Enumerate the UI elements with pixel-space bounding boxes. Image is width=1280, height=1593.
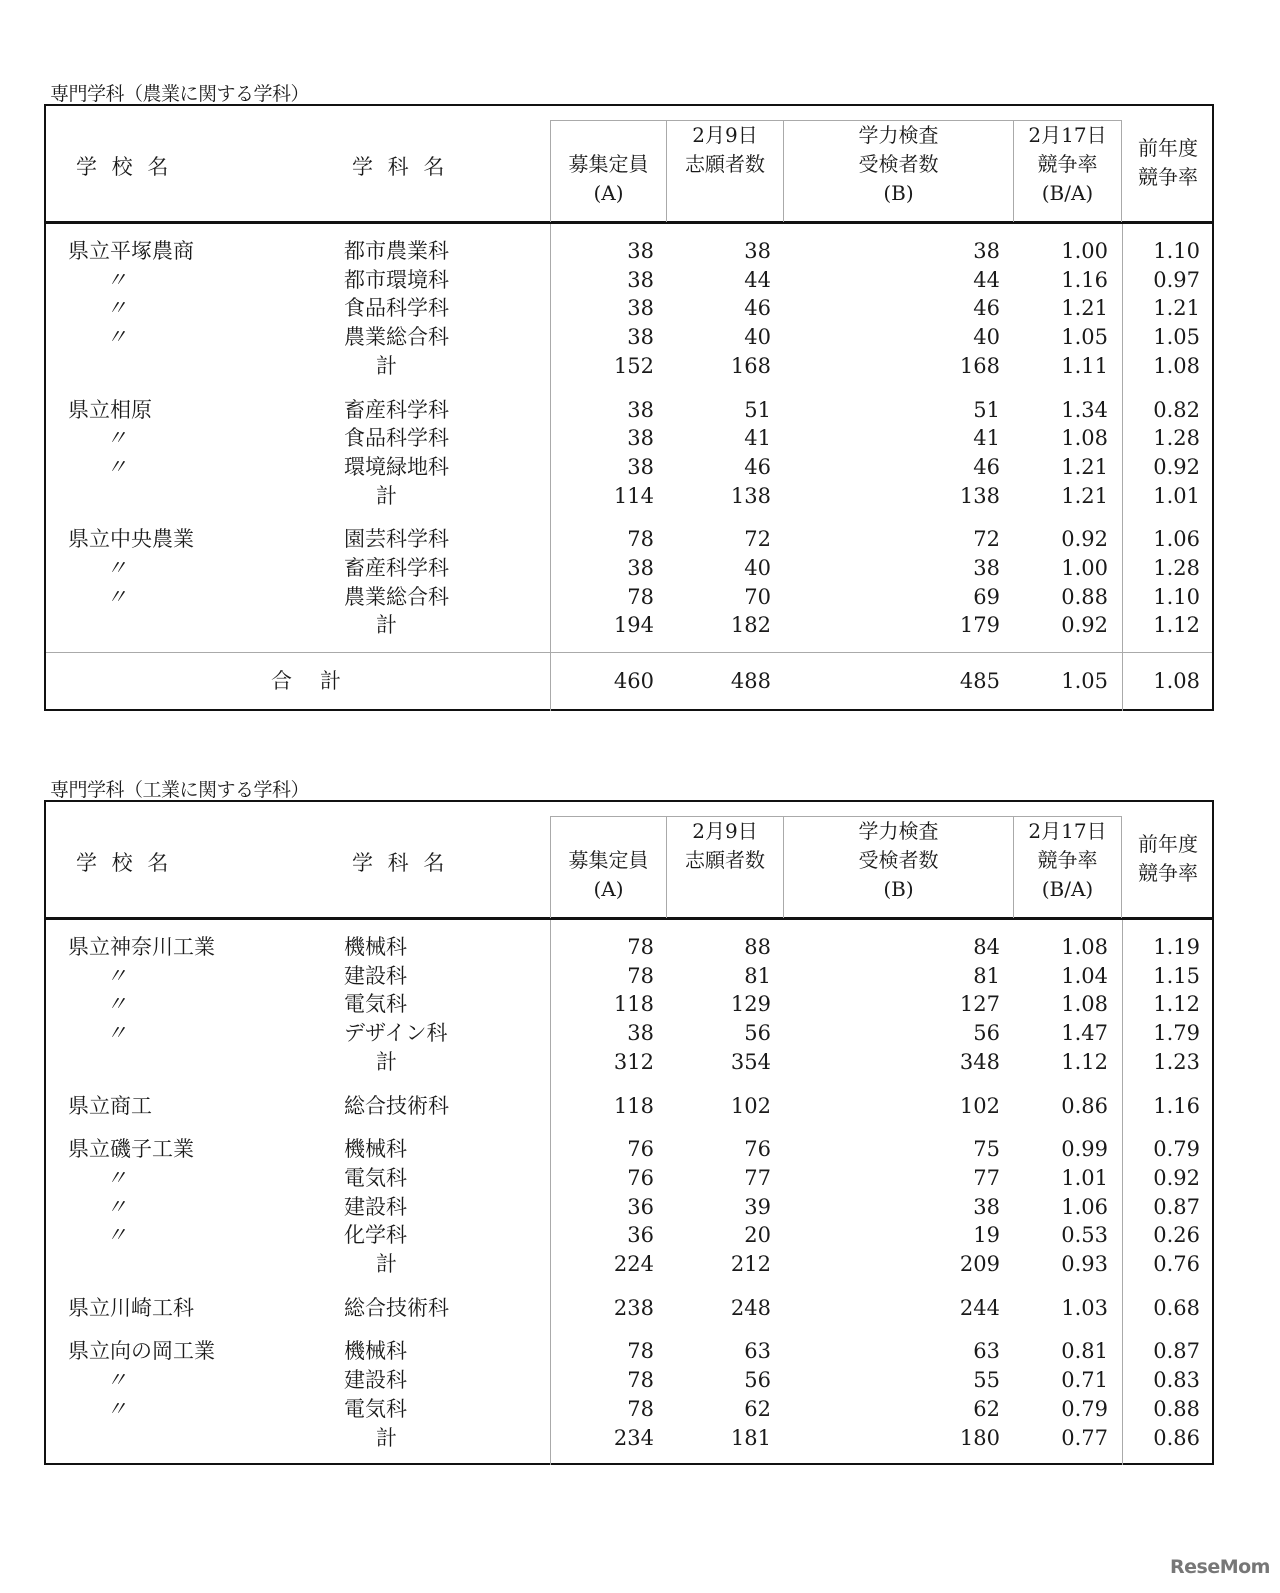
col-examinees-header: 学力検査 受検者数 (B) — [783, 816, 1014, 918]
school-name-cell: 〃 — [106, 267, 127, 292]
examinees-cell: 51 — [973, 397, 1000, 422]
capacity-cell: 38 — [627, 296, 654, 321]
table-row — [46, 525, 1212, 553]
dept-name-cell: 計 — [376, 1049, 397, 1074]
col-school-header: 学 校 名 — [76, 155, 173, 179]
ratio-cell: 1.11 — [1061, 353, 1108, 378]
applicants-cell: 20 — [744, 1223, 771, 1248]
table-industry — [44, 800, 1214, 1465]
applicants-cell: 168 — [730, 353, 771, 378]
col-prev-ratio-header: 前年度 競争率 — [1138, 832, 1198, 885]
prev-ratio-cell: 1.16 — [1153, 1093, 1200, 1118]
applicants-cell: 56 — [744, 1021, 771, 1046]
dept-name-cell: 化学科 — [344, 1223, 407, 1248]
ratio-cell: 0.77 — [1061, 1425, 1108, 1450]
dept-name-cell: 建設科 — [344, 963, 407, 988]
ratio-cell: 1.16 — [1061, 267, 1108, 292]
dept-name-cell: 計 — [376, 1252, 397, 1276]
table-row — [46, 1337, 1212, 1365]
prev-ratio-cell: 1.21 — [1153, 296, 1200, 321]
capacity-cell: 38 — [627, 267, 654, 292]
ratio-cell: 1.01 — [1061, 1165, 1108, 1190]
dept-name-cell: 建設科 — [344, 1194, 407, 1219]
table-row — [46, 1395, 1212, 1423]
dept-name-cell: 都市農業科 — [344, 239, 449, 263]
school-name-cell: 〃 — [106, 454, 127, 479]
ratio-cell: 0.71 — [1061, 1368, 1108, 1393]
capacity-cell: 38 — [627, 397, 654, 422]
ratio-cell: 1.34 — [1061, 397, 1108, 422]
total-row — [46, 667, 1212, 695]
prev-ratio-cell: 0.68 — [1153, 1295, 1200, 1320]
col-prev-ratio-header: 前年度 競争率 — [1138, 136, 1198, 189]
applicants-cell: 81 — [744, 963, 771, 988]
applicants-cell: 129 — [730, 992, 771, 1017]
applicants-cell: 102 — [730, 1093, 771, 1118]
capacity-cell: 78 — [627, 935, 654, 959]
capacity-cell: 38 — [627, 556, 654, 580]
examinees-cell: 55 — [973, 1368, 1000, 1393]
dept-name-cell: 計 — [376, 1425, 397, 1450]
ratio-cell: 1.05 — [1061, 325, 1108, 350]
table-row — [46, 294, 1212, 322]
examinees-cell: 62 — [973, 1396, 1000, 1421]
examinees-cell: 38 — [973, 556, 1000, 580]
ratio-cell: 0.92 — [1061, 613, 1108, 638]
ratio-cell: 1.06 — [1061, 1194, 1108, 1219]
col-capacity-header: 募集定員 (A) — [550, 120, 667, 222]
applicants-cell: 70 — [744, 584, 771, 609]
examinees-cell: 38 — [973, 1194, 1000, 1219]
applicants-cell: 63 — [744, 1339, 771, 1364]
ratio-cell: 0.81 — [1061, 1339, 1108, 1364]
applicants-cell: 44 — [744, 267, 771, 292]
dept-name-cell: 電気科 — [344, 1396, 407, 1421]
table-row — [46, 1092, 1212, 1120]
prev-ratio-cell: 0.79 — [1153, 1137, 1200, 1162]
dept-name-cell: 電気科 — [344, 992, 407, 1017]
table-row — [46, 424, 1212, 452]
prev-ratio-cell: 1.05 — [1153, 325, 1200, 350]
prev-ratio-cell: 0.82 — [1153, 397, 1200, 422]
col-dept-header: 学 科 名 — [352, 851, 449, 875]
capacity-cell: 38 — [627, 426, 654, 451]
applicants-cell: 76 — [744, 1137, 771, 1162]
ratio-cell: 0.79 — [1061, 1396, 1108, 1421]
capacity-cell: 76 — [627, 1165, 654, 1190]
dept-name-cell: 計 — [376, 353, 397, 378]
applicants-cell: 39 — [744, 1194, 771, 1219]
prev-ratio-cell: 1.12 — [1153, 992, 1200, 1017]
examinees-cell: 77 — [973, 1165, 1000, 1190]
applicants-cell: 354 — [730, 1049, 771, 1074]
table-row — [46, 554, 1212, 582]
table-row — [46, 583, 1212, 611]
prev-ratio-cell: 0.86 — [1153, 1425, 1200, 1450]
examinees-cell: 75 — [973, 1137, 1000, 1162]
dept-name-cell: 畜産科学科 — [344, 556, 449, 580]
table-row — [46, 266, 1212, 294]
school-name-cell: 県立商工 — [68, 1093, 152, 1118]
dept-name-cell: 食品科学科 — [344, 426, 449, 451]
dept-name-cell: 建設科 — [344, 1368, 407, 1393]
table-row — [46, 1366, 1212, 1394]
examinees-cell: 209 — [959, 1252, 1000, 1276]
ratio-cell: 1.21 — [1061, 296, 1108, 321]
prev-ratio-cell: 1.15 — [1153, 963, 1200, 988]
dept-name-cell: 計 — [376, 483, 397, 508]
examinees-cell: 44 — [973, 267, 1000, 292]
dept-name-cell: 農業総合科 — [344, 325, 449, 350]
applicants-cell: 181 — [730, 1425, 771, 1450]
ratio-cell: 0.53 — [1061, 1223, 1108, 1248]
dept-name-cell: 計 — [376, 613, 397, 638]
dept-name-cell: 畜産科学科 — [344, 397, 449, 422]
school-name-cell: 県立平塚農商 — [68, 239, 194, 263]
examinees-cell: 180 — [959, 1425, 1000, 1450]
capacity-cell: 118 — [613, 1093, 654, 1118]
section-title-industry: 専門学科（工業に関する学科） — [50, 779, 310, 801]
section-title-agriculture: 専門学科（農業に関する学科） — [50, 83, 310, 105]
capacity-cell: 78 — [627, 527, 654, 552]
applicants-cell: 46 — [744, 296, 771, 321]
examinees-cell: 40 — [973, 325, 1000, 350]
examinees-cell: 56 — [973, 1021, 1000, 1046]
prev-ratio-cell: 1.08 — [1153, 353, 1200, 378]
ratio-cell: 1.47 — [1061, 1021, 1108, 1046]
capacity-cell: 118 — [613, 992, 654, 1017]
capacity-cell: 38 — [627, 239, 654, 263]
ratio-cell: 0.99 — [1061, 1137, 1108, 1162]
table-row — [46, 962, 1212, 990]
prev-ratio-cell: 0.87 — [1153, 1339, 1200, 1364]
subtotal-row — [46, 352, 1212, 380]
applicants-cell: 62 — [744, 1396, 771, 1421]
table-agriculture — [44, 104, 1214, 711]
ratio-cell: 0.93 — [1061, 1252, 1108, 1276]
total-examinees: 485 — [959, 669, 1000, 693]
applicants-cell: 138 — [730, 483, 771, 508]
applicants-cell: 88 — [744, 935, 771, 959]
table-row — [46, 990, 1212, 1018]
col-capacity-header: 募集定員 (A) — [550, 816, 667, 918]
ratio-cell: 1.21 — [1061, 483, 1108, 508]
applicants-cell: 72 — [744, 527, 771, 552]
school-name-cell: 〃 — [106, 992, 127, 1017]
col-applicants-header: 2月9日 志願者数 — [666, 120, 784, 222]
col-examinees-header: 学力検査 受検者数 (B) — [783, 120, 1014, 222]
capacity-cell: 36 — [627, 1223, 654, 1248]
subtotal-row — [46, 611, 1212, 639]
dept-name-cell: 機械科 — [344, 935, 407, 959]
applicants-cell: 248 — [730, 1295, 771, 1320]
ratio-cell: 1.08 — [1061, 426, 1108, 451]
dept-name-cell: 総合技術科 — [344, 1093, 449, 1118]
examinees-cell: 46 — [973, 296, 1000, 321]
subtotal-row — [46, 482, 1212, 510]
school-name-cell: 〃 — [106, 1223, 127, 1248]
school-name-cell: 〃 — [106, 1165, 127, 1190]
capacity-cell: 224 — [613, 1252, 654, 1276]
ratio-cell: 1.08 — [1061, 935, 1108, 959]
prev-ratio-cell: 0.92 — [1153, 1165, 1200, 1190]
school-name-cell: 〃 — [106, 426, 127, 451]
prev-ratio-cell: 1.23 — [1153, 1049, 1200, 1074]
capacity-cell: 78 — [627, 1396, 654, 1421]
prev-ratio-cell: 1.28 — [1153, 556, 1200, 580]
school-name-cell: 〃 — [106, 1021, 127, 1046]
dept-name-cell: 総合技術科 — [344, 1295, 449, 1320]
prev-ratio-cell: 0.76 — [1153, 1252, 1200, 1276]
prev-ratio-cell: 1.10 — [1153, 584, 1200, 609]
school-name-cell: 県立磯子工業 — [68, 1137, 194, 1162]
table-row — [46, 1221, 1212, 1249]
prev-ratio-cell: 1.10 — [1153, 239, 1200, 263]
dept-name-cell: 環境緑地科 — [344, 454, 449, 479]
examinees-cell: 69 — [973, 584, 1000, 609]
examinees-cell: 102 — [959, 1093, 1000, 1118]
capacity-cell: 78 — [627, 584, 654, 609]
capacity-cell: 38 — [627, 454, 654, 479]
prev-ratio-cell: 0.26 — [1153, 1223, 1200, 1248]
table-row — [46, 323, 1212, 351]
dept-name-cell: 電気科 — [344, 1165, 407, 1190]
capacity-cell: 114 — [613, 483, 654, 508]
capacity-cell: 36 — [627, 1194, 654, 1219]
capacity-cell: 152 — [613, 353, 654, 378]
capacity-cell: 78 — [627, 1368, 654, 1393]
school-name-cell: 〃 — [106, 963, 127, 988]
school-name-cell: 〃 — [106, 556, 127, 580]
ratio-cell: 0.88 — [1061, 584, 1108, 609]
capacity-cell: 76 — [627, 1137, 654, 1162]
applicants-cell: 40 — [744, 556, 771, 580]
examinees-cell: 138 — [959, 483, 1000, 508]
prev-ratio-cell: 1.79 — [1153, 1021, 1200, 1046]
capacity-cell: 194 — [613, 613, 654, 638]
applicants-cell: 40 — [744, 325, 771, 350]
col-school-header: 学 校 名 — [76, 851, 173, 875]
ratio-cell: 1.12 — [1061, 1049, 1108, 1074]
col-ratio-header: 2月17日 競争率 (B/A) — [1013, 816, 1122, 918]
capacity-cell: 38 — [627, 325, 654, 350]
applicants-cell: 212 — [730, 1252, 771, 1276]
table-row — [46, 1294, 1212, 1322]
examinees-cell: 72 — [973, 527, 1000, 552]
examinees-cell: 348 — [959, 1049, 1000, 1074]
school-name-cell: 〃 — [106, 325, 127, 350]
examinees-cell: 168 — [959, 353, 1000, 378]
school-name-cell: 県立川崎工科 — [68, 1295, 194, 1320]
applicants-cell: 41 — [744, 426, 771, 451]
ratio-cell: 0.86 — [1061, 1093, 1108, 1118]
table-header — [46, 802, 1212, 920]
col-ratio-header: 2月17日 競争率 (B/A) — [1013, 120, 1122, 222]
table-row — [46, 933, 1212, 961]
capacity-cell: 312 — [613, 1049, 654, 1074]
applicants-cell: 51 — [744, 397, 771, 422]
prev-ratio-cell: 1.19 — [1153, 935, 1200, 959]
school-name-cell: 県立中央農業 — [68, 527, 194, 552]
ratio-cell: 1.00 — [1061, 556, 1108, 580]
applicants-cell: 56 — [744, 1368, 771, 1393]
total-capacity: 460 — [613, 669, 654, 693]
table-row — [46, 453, 1212, 481]
school-name-cell: 〃 — [106, 1194, 127, 1219]
subtotal-row — [46, 1048, 1212, 1076]
examinees-cell: 46 — [973, 454, 1000, 479]
capacity-cell: 238 — [613, 1295, 654, 1320]
table-row — [46, 1164, 1212, 1192]
school-name-cell: 県立相原 — [68, 397, 152, 422]
dept-name-cell: 園芸科学科 — [344, 527, 449, 552]
school-name-cell: 〃 — [106, 1396, 127, 1421]
examinees-cell: 84 — [973, 935, 1000, 959]
ratio-cell: 1.08 — [1061, 992, 1108, 1017]
school-name-cell: 〃 — [106, 584, 127, 609]
dept-name-cell: 機械科 — [344, 1137, 407, 1162]
prev-ratio-cell: 1.06 — [1153, 527, 1200, 552]
ratio-cell: 1.21 — [1061, 454, 1108, 479]
school-name-cell: 県立神奈川工業 — [68, 935, 215, 959]
total-ratio: 1.05 — [1061, 669, 1108, 693]
applicants-cell: 46 — [744, 454, 771, 479]
total-label: 合計 — [271, 669, 369, 693]
school-name-cell: 〃 — [106, 1368, 127, 1393]
table-row — [46, 396, 1212, 424]
total-prev-ratio: 1.08 — [1153, 669, 1200, 693]
prev-ratio-cell: 1.12 — [1153, 613, 1200, 638]
col-dept-header: 学 科 名 — [352, 155, 449, 179]
table-row — [46, 1193, 1212, 1221]
table-header — [46, 106, 1212, 224]
examinees-cell: 127 — [959, 992, 1000, 1017]
examinees-cell: 63 — [973, 1339, 1000, 1364]
school-name-cell: 〃 — [106, 296, 127, 321]
ratio-cell: 1.03 — [1061, 1295, 1108, 1320]
examinees-cell: 244 — [959, 1295, 1000, 1320]
dept-name-cell: 食品科学科 — [344, 296, 449, 321]
prev-ratio-cell: 0.88 — [1153, 1396, 1200, 1421]
prev-ratio-cell: 1.28 — [1153, 426, 1200, 451]
subtotal-row — [46, 1250, 1212, 1278]
examinees-cell: 179 — [959, 613, 1000, 638]
capacity-cell: 38 — [627, 1021, 654, 1046]
examinees-cell: 41 — [973, 426, 1000, 451]
table-row — [46, 1019, 1212, 1047]
subtotal-row — [46, 1424, 1212, 1452]
school-name-cell: 県立向の岡工業 — [68, 1339, 215, 1364]
table-row — [46, 237, 1212, 265]
col-applicants-header: 2月9日 志願者数 — [666, 816, 784, 918]
prev-ratio-cell: 0.92 — [1153, 454, 1200, 479]
examinees-cell: 38 — [973, 239, 1000, 263]
applicants-cell: 77 — [744, 1165, 771, 1190]
table-row — [46, 1135, 1212, 1163]
dept-name-cell: 農業総合科 — [344, 584, 449, 609]
applicants-cell: 38 — [744, 239, 771, 263]
examinees-cell: 19 — [973, 1223, 1000, 1248]
ratio-cell: 1.00 — [1061, 239, 1108, 263]
capacity-cell: 78 — [627, 1339, 654, 1364]
dept-name-cell: デザイン科 — [344, 1021, 448, 1046]
ratio-cell: 1.04 — [1061, 963, 1108, 988]
dept-name-cell: 都市環境科 — [344, 267, 449, 292]
prev-ratio-cell: 1.01 — [1153, 483, 1200, 508]
ratio-cell: 0.92 — [1061, 527, 1108, 552]
prev-ratio-cell: 0.87 — [1153, 1194, 1200, 1219]
total-separator — [46, 652, 1212, 653]
resemom-logo: ReseMom — [1170, 1556, 1270, 1578]
capacity-cell: 78 — [627, 963, 654, 988]
examinees-cell: 81 — [973, 963, 1000, 988]
capacity-cell: 234 — [613, 1425, 654, 1450]
total-applicants: 488 — [730, 669, 771, 693]
prev-ratio-cell: 0.83 — [1153, 1368, 1200, 1393]
prev-ratio-cell: 0.97 — [1153, 267, 1200, 292]
applicants-cell: 182 — [730, 613, 771, 638]
dept-name-cell: 機械科 — [344, 1339, 407, 1364]
